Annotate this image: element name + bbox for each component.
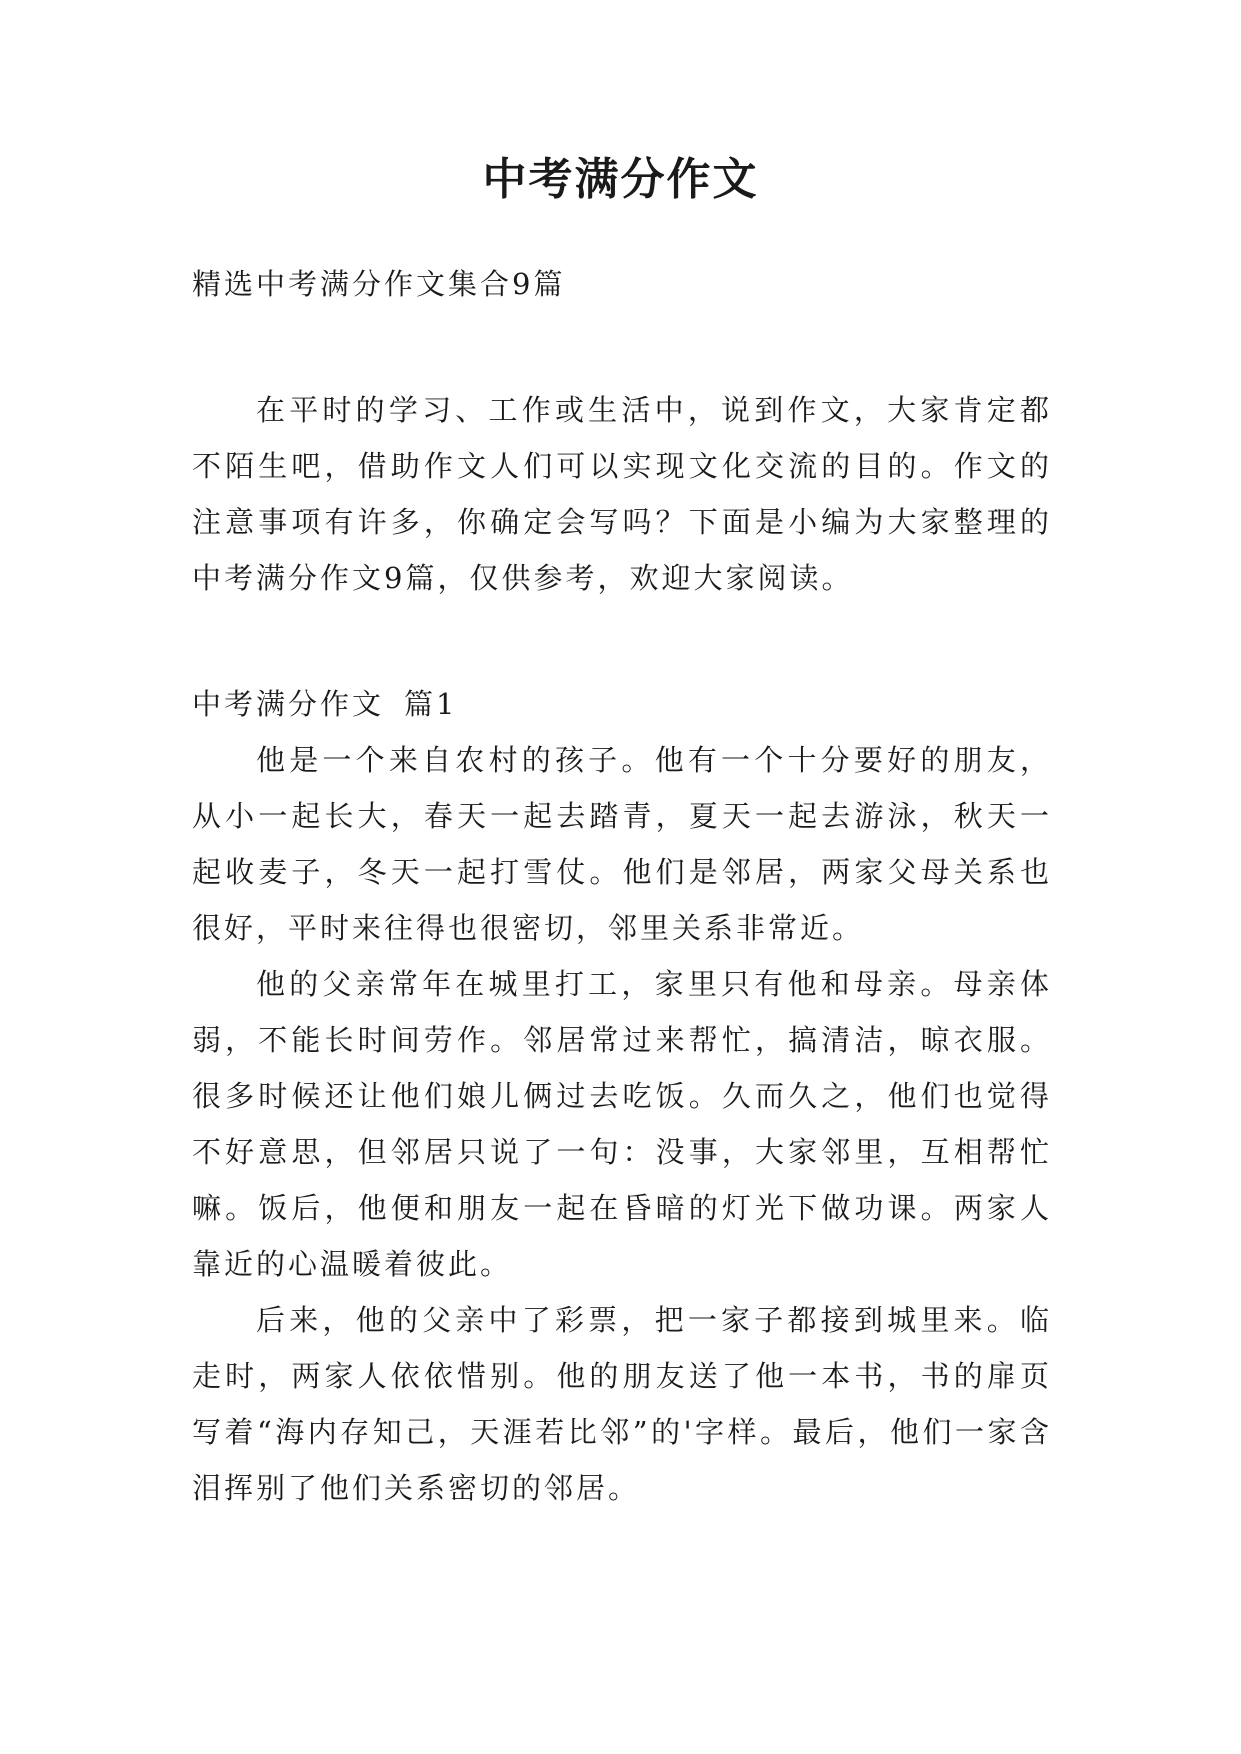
section-heading [192,676,1052,732]
intro-paragraph: 在平时的学习、工作或生活中，说到作文，大家肯定都不陌生吧，借助作文人们可以实现文化交流的目的。作文的注意事项有许多，你确定会写吗？下面是小编为大家整理的中考满分作文9篇，仅供参考，欢迎大家阅读。 [192,393,1052,595]
document-subtitle: 精选中考满分作文集合9篇 [192,267,566,301]
section-heading-number: 篇1 [404,687,458,721]
body-paragraph: 他的父亲常年在城里打工，家里只有他和母亲。母亲体弱，不能长时间劳作。邻居常过来帮忙，搞清洁，晾衣服。很多时候还让他们娘儿俩过去吃饭。久而久之，他们也觉得不好意思，但邻居只说了一句：没事，大家邻里，互相帮忙嘛。饭后，他便和朋友一起在昏暗的灯光下做功课。两家人靠近的心温暖着彼此。 [192,967,1052,1281]
document-body [192,256,1052,1516]
document-title: 中考满分作文 [482,154,759,205]
section-heading-title: 中考满分作文 [192,687,385,721]
body-paragraph: 后来，他的父亲中了彩票，把一家子都接到城里来。临走时，两家人依依惜别。他的朋友送了他一本书，书的扉页写着“海内存知己，天涯若比邻”的'字样。最后，他们一家含泪挥别了他们关系密切的邻居。 [192,1303,1052,1505]
body-paragraph: 他是一个来自农村的孩子。他有一个十分要好的朋友，从小一起长大，春天一起去踏青，夏天一起去游泳，秋天一起收麦子，冬天一起打雪仗。他们是邻居，两家父母关系也很好，平时来往得也很密切，邻里关系非常近。 [192,743,1052,945]
